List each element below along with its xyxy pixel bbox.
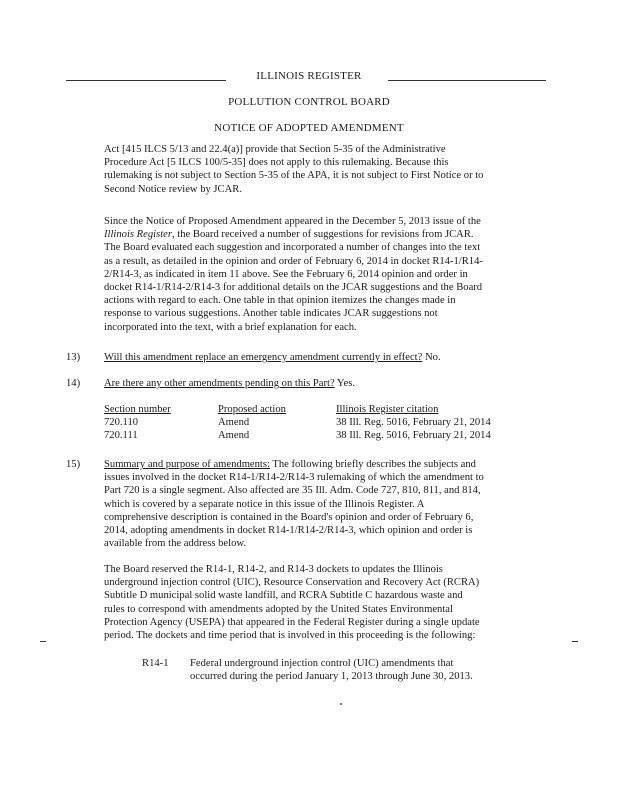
table-row: [104, 429, 505, 442]
item-14-number: 14): [66, 378, 81, 389]
item-13-question: Will this amendment replace an emergency amendment currently in effect?: [104, 352, 423, 363]
header-proposed-action: Proposed action: [218, 404, 286, 415]
item-13-answer: No.: [422, 352, 441, 363]
docket-label: R14-1: [142, 658, 169, 669]
header-register-citation: Illinois Register citation: [336, 404, 439, 415]
table-header-row: [104, 403, 505, 416]
register-citation: 38 Ill. Reg. 5016, February 21, 2014: [336, 430, 491, 441]
notice-title: NOTICE OF ADOPTED AMENDMENT: [214, 122, 404, 134]
margin-mark-left: [40, 641, 46, 642]
item-13: [104, 351, 441, 364]
register-title: ILLINOIS REGISTER: [256, 70, 362, 82]
margin-mark-right: [572, 641, 578, 642]
item-15: Summary and purpose of amendments: The following briefly describes the subjects and issues involved in the docket R14-1/R14-2/R14-3 rulemaking of which the amendment to Part 720 is a single segment. Also affected are 35 Ill. Adm. Code 727, 810, 811, and 814, which is covered by a separate notice in this issue of the Illinois Register. A comprehensive description is contained in the Board's opinion and order of February 6, 2014, adopting amendments in docket R14-1/R14-2/R14-3, which opinion and order is available from the address below.: [104, 459, 484, 550]
proposed-action: Amend: [218, 417, 250, 428]
item-14-answer: Yes.: [334, 378, 355, 389]
scan-speck: [340, 703, 342, 705]
paragraph-board: The Board reserved the R14-1, R14-2, and R14-3 dockets to updates the Illinois underground injection control (UIC), Resource Conservation and Recovery Act (RCRA) Subtitle D municipal solid waste landfill, and RCRA Subtitle C hazardous waste and rules to correspond with amendments adopted by the United States Environmental Protection Agency (USEPA) that appeared in the Federal Register during a single update period. The dockets and time period that is involved in this proceeding is the following:: [104, 564, 480, 642]
header-section-number: Section number: [104, 404, 171, 415]
table-row: [104, 416, 505, 429]
pending-amendments-table: [104, 403, 505, 442]
docket-description: Federal underground injection control (UIC) amendments that occurred during the period January 1, 2013 through June 30, 2013.: [190, 658, 473, 683]
agency-name: POLLUTION CONTROL BOARD: [228, 96, 390, 108]
paragraph-act: Act [415 ILCS 5/13 and 22.4(a)] provide that Section 5-35 of the Administrative Procedure Act [5 ILCS 100/5-35] does not apply to this rulemaking. Because this rulemaking is not subject to Section 5-35 of the APA, it is not subject to First Notice or to Second Notice review by JCAR.: [104, 144, 484, 195]
item-15-number: 15): [66, 459, 81, 470]
item-13-number: 13): [66, 352, 81, 363]
section-number: 720.110: [104, 417, 139, 428]
register-citation: 38 Ill. Reg. 5016, February 21, 2014: [336, 417, 491, 428]
section-number: 720.111: [104, 430, 138, 441]
proposed-action: Amend: [218, 430, 250, 441]
paragraph-since: Since the Notice of Proposed Amendment appeared in the December 5, 2013 issue of the Illinois Register, the Board received a number of suggestions for revisions from JCAR. The Board evaluated each suggestion and incorporated a number of changes into the text as a result, as detailed in the opinion and order of February 6, 2014 in docket R14-1/R14- 2/R14-3, as indicated in item 11 above. See the February 6, 2014 opinion and order in docket R14-1/R14-2/R14-3 for additional details on the JCAR suggestions and the Board actions with regard to each. One table in that opinion itemizes the changes made in response to various suggestions. Another table indicates JCAR suggestions not incorporated into the text, with a brief explanation for each.: [104, 216, 483, 333]
item-14-question: Are there any other amendments pending on this Part?: [104, 378, 335, 389]
illinois-register-italic: Illinois Register: [104, 229, 172, 241]
item-15-label: Summary and purpose of amendments:: [104, 459, 270, 470]
item-14: [104, 377, 355, 390]
